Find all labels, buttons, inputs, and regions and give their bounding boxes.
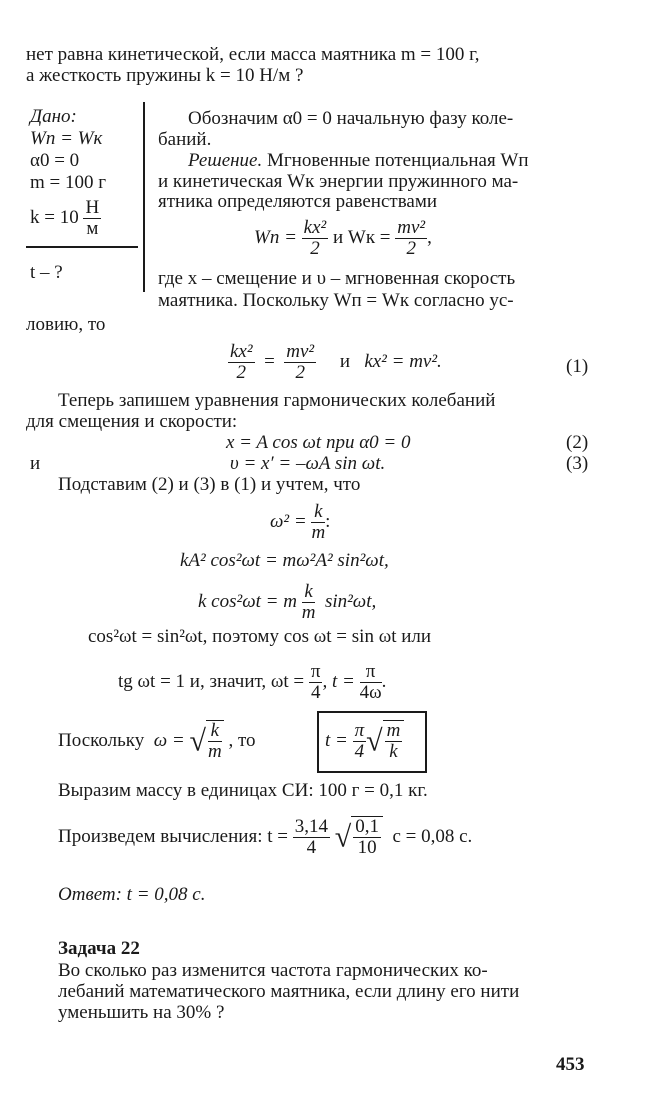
text2-line-3: Подставим (2) и (3) в (1) и учтем, что bbox=[58, 474, 361, 495]
derivation-fraction: $\frac{k}{m}$ bbox=[301, 581, 316, 623]
boxed-formula: t = $\frac{\pi}{4}$ √ $\frac{m}{k}$ bbox=[325, 720, 404, 762]
calc-root: $\frac{0,1}{10}$ bbox=[351, 816, 383, 858]
solution-line-4: и кинетическая Wк энергии пружинного ма- bbox=[158, 171, 519, 192]
equation-1-number: (1) bbox=[566, 356, 589, 377]
boxed-pi-fraction: $\frac{\pi}{4}$ bbox=[354, 720, 365, 762]
eq1-right-fraction: $\frac{\text{mv²}}{2}$ bbox=[286, 341, 315, 383]
given-item-energy: Wп = Wк bbox=[30, 128, 103, 149]
solution-line-3: Решение. Мгновенные потенциальная Wп bbox=[188, 150, 529, 171]
solution-line-2: баний. bbox=[158, 129, 212, 150]
task-line-2: лебаний математического маятника, если длину его нити bbox=[58, 981, 520, 1002]
text2-line-2: для смещения и скорости: bbox=[26, 411, 238, 432]
given-title: Дано: bbox=[30, 106, 77, 127]
answer-line: Ответ: t = 0,08 с. bbox=[58, 884, 206, 905]
phase-fraction: $\frac{\pi}{4}$ bbox=[310, 661, 321, 703]
calc-fraction: $\frac{3,14}{4}$ bbox=[294, 816, 328, 858]
omega-root: $\frac{k}{m}$ bbox=[207, 720, 222, 762]
derivation-line-3: k cos²ωt = m $\frac{k}{m}$ sin²ωt, bbox=[198, 581, 377, 623]
boxed-root: $\frac{m}{k}$ bbox=[383, 720, 405, 762]
task-line-3: уменьшить на 30% ? bbox=[58, 1002, 225, 1023]
solution-line-8: ловию, то bbox=[26, 314, 106, 335]
calculation-line: Произведем вычисления: t = $\frac{3,14}{4}$ √ $\frac{0,1}{10}$ с = 0,08 с. bbox=[58, 816, 473, 858]
solution-line-5: ятника определяются равенствами bbox=[158, 191, 438, 212]
time-fraction: $\frac{\pi}{4\omega}$ bbox=[359, 661, 382, 703]
given-divider bbox=[26, 246, 138, 248]
eq1-left-fraction: $\frac{\text{kx²}}{2}$ bbox=[230, 341, 253, 383]
intro-line-1: нет равна кинетической, если масса маятника m = 100 г, bbox=[26, 44, 480, 65]
given-stiffness-unit: $\frac{Н}{м}$ bbox=[85, 197, 100, 239]
given-item-phase: α0 = 0 bbox=[30, 150, 80, 171]
given-separator bbox=[143, 102, 145, 292]
derivation-line-5: tg ωt = 1 и, значит, ωt = $\frac{\pi}{4}$ , t = $\frac{\pi}{4\omega}$ . bbox=[118, 661, 387, 703]
energy-equations: Wп = $\frac{\text{kx²}}{2}$ и Wк = $\frac{\text{mv²}}{2}$ , bbox=[254, 217, 432, 259]
page-number: 453 bbox=[556, 1054, 585, 1075]
equation-1: $\frac{\text{kx²}}{2}$ = $\frac{\text{mv²}}{2}$ и kx² = mv². bbox=[230, 341, 442, 383]
given-find: t – ? bbox=[30, 262, 63, 283]
task-line-1: Во сколько раз изменится частота гармонических ко- bbox=[58, 960, 488, 981]
derivation-line-2: kA² cos²ωt = mω²A² sin²ωt, bbox=[180, 550, 389, 571]
potential-energy-fraction: $\frac{\text{kx²}}{2}$ bbox=[303, 217, 327, 259]
equation-2: x = A cos ωt при α0 = 0 bbox=[226, 432, 411, 453]
omega-fraction: $\frac{k}{m}$ bbox=[311, 501, 326, 543]
intro-line-2: а жесткость пружины k = 10 Н/м ? bbox=[26, 65, 304, 86]
given-item-stiffness bbox=[30, 198, 101, 239]
solution-line-6: где x – смещение и υ – мгновенная скорость bbox=[158, 268, 516, 289]
si-conversion: Выразим массу в единицах СИ: 100 г = 0,1 кг. bbox=[58, 780, 428, 801]
text2-and: и bbox=[30, 453, 41, 474]
equation-3: υ = x′ = –ωA sin ωt. bbox=[230, 453, 386, 474]
text2-line-1: Теперь запишем уравнения гармонических колебаний bbox=[58, 390, 496, 411]
task-title: Задача 22 bbox=[58, 938, 140, 959]
solution-label: Решение. bbox=[188, 150, 263, 171]
derivation-line-4: cos²ωt = sin²ωt, поэтому cos ωt = sin ωt или bbox=[88, 626, 432, 647]
equation-2-number: (2) bbox=[566, 432, 589, 453]
answer-label: Ответ: bbox=[58, 884, 122, 905]
kinetic-energy-fraction: $\frac{\text{mv²}}{2}$ bbox=[397, 217, 426, 259]
solution-line-7: маятника. Поскольку Wп = Wк согласно ус- bbox=[158, 290, 514, 311]
since-line: Поскольку ω = √ $\frac{k}{m}$ , то bbox=[58, 720, 256, 762]
omega-squared-equation: ω² = $\frac{k}{m}$ : bbox=[270, 501, 331, 543]
given-item-mass: m = 100 г bbox=[30, 172, 107, 193]
equation-3-number: (3) bbox=[566, 453, 589, 474]
given-stiffness-lhs: k = 10 bbox=[30, 206, 79, 228]
solution-line-1: Обозначим α0 = 0 начальную фазу коле- bbox=[188, 108, 514, 129]
